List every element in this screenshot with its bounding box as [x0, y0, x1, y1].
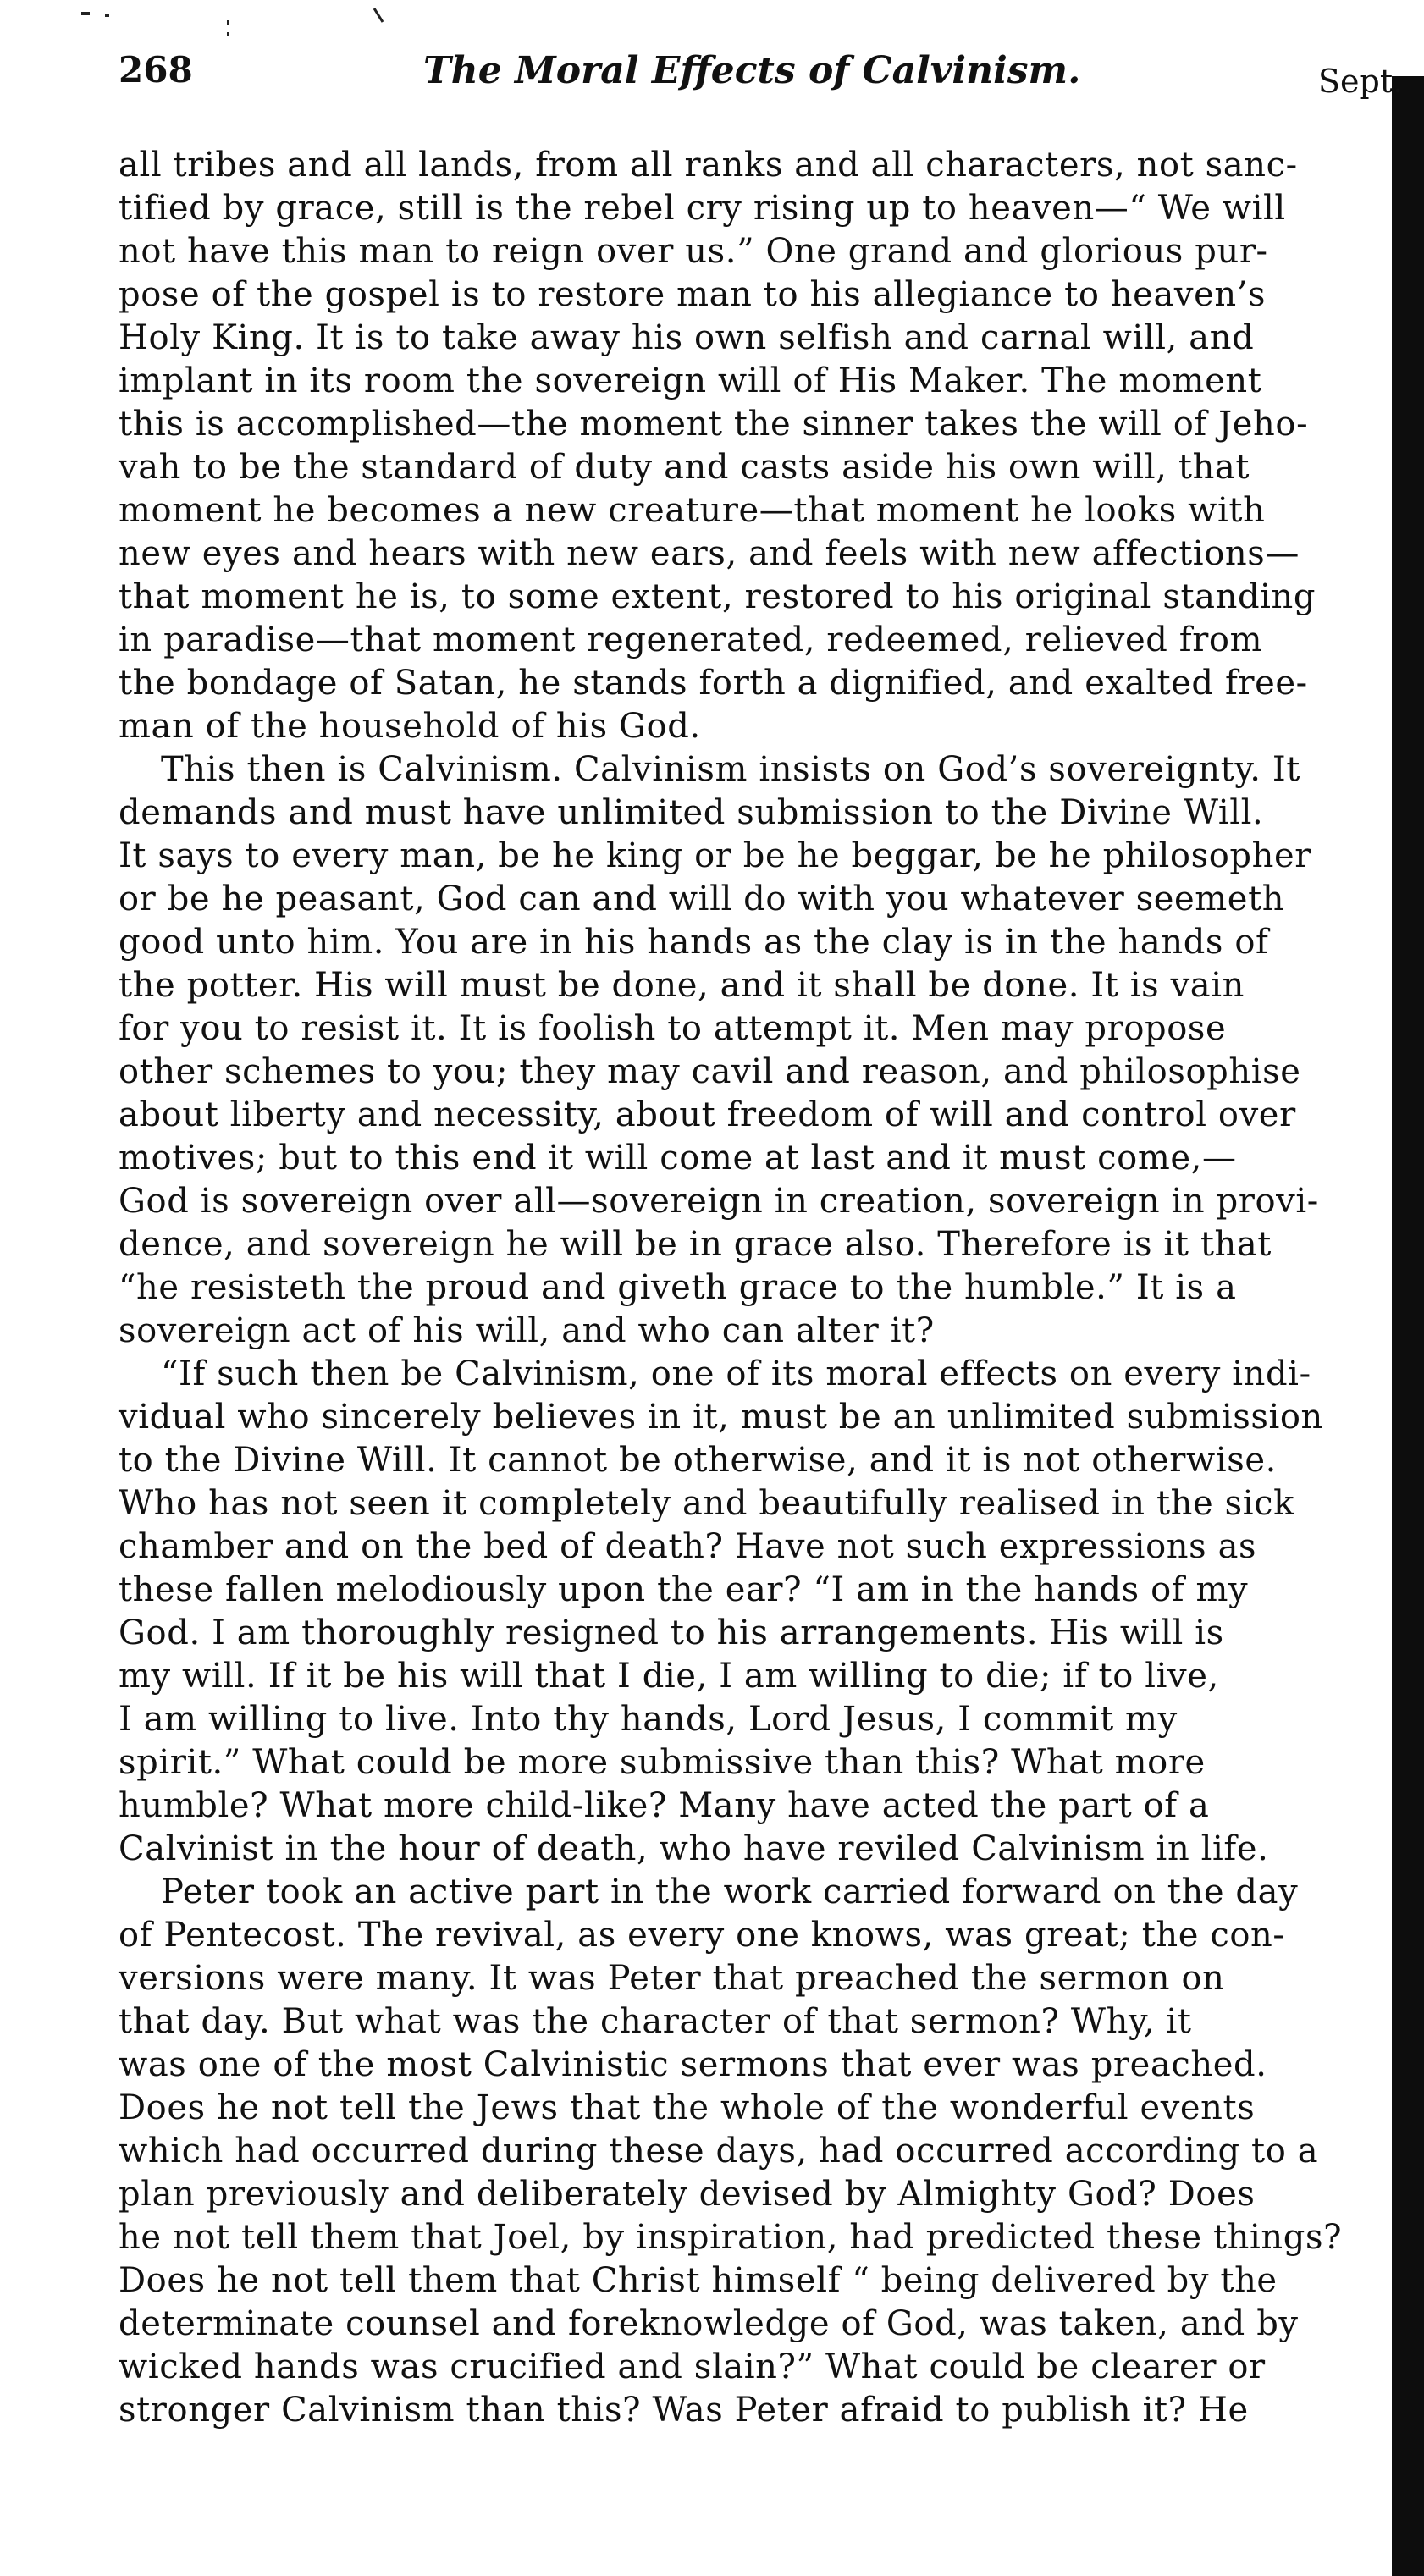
text-line: the bondage of Satan, he stands forth a dignified, and exalted free- — [119, 664, 1308, 703]
text-line: or be he peasant, God can and will do with you whatever seemeth — [119, 880, 1285, 918]
text-line: this is accomplished—the moment the sinner takes the will of Jeho- — [119, 405, 1309, 444]
text-line: that moment he is, to some extent, restored to his original standing — [119, 577, 1316, 616]
text-line: plan previously and deliberately devised by Almighty God? Does — [119, 2175, 1256, 2214]
text-line: vah to be the standard of duty and casts aside his own will, that — [119, 448, 1250, 487]
text-line: my will. If it be his will that I die, I am willing to die; if to live, — [119, 1657, 1219, 1696]
text-line: other schemes to you; they may cavil and reason, and philosophise — [119, 1052, 1301, 1091]
text-line: demands and must have unlimited submission to the Divine Will. — [119, 793, 1264, 832]
text-line: wicked hands was crucified and slain?” What could be clearer or — [119, 2347, 1266, 2386]
text-line: Does he not tell them that Christ himself “ being delivered by the — [119, 2261, 1278, 2300]
text-line: dence, and sovereign he will be in grace also. Therefore is it that — [119, 1225, 1272, 1264]
text-line: Who has not seen it completely and beautifully realised in the sick — [119, 1484, 1294, 1523]
text-line: to the Divine Will. It cannot be otherwise, and it is not otherwise. — [119, 1441, 1277, 1480]
text-line: new eyes and hears with new ears, and feels with new affections— — [119, 534, 1300, 573]
text-line: good unto him. You are in his hands as the clay is in the hands of — [119, 923, 1269, 962]
text-line: This then is Calvinism. Calvinism insists on God’s sovereignty. It — [161, 750, 1300, 789]
text-line: in paradise—that moment regenerated, redeemed, relieved from — [119, 621, 1263, 659]
running-title: The Moral Effects of Calvinism. — [423, 49, 1081, 92]
text-line: vidual who sincerely believes in it, must be an unlimited submission — [119, 1398, 1323, 1437]
text-line: Does he not tell the Jews that the whole of the wonderful events — [119, 2088, 1256, 2127]
text-line: that day. But what was the character of that sermon? Why, it — [119, 2002, 1192, 2041]
text-line: humble? What more child-like? Many have acted the part of a — [119, 1786, 1210, 1825]
text-line: for you to resist it. It is foolish to attempt it. Men may propose — [119, 1009, 1227, 1048]
page-header — [119, 49, 1405, 108]
text-line: moment he becomes a new creature—that moment he looks with — [119, 491, 1266, 530]
text-line: tified by grace, still is the rebel cry rising up to heaven—“ We will — [119, 189, 1286, 228]
paragraph-1 — [119, 144, 1380, 748]
text-line: determinate counsel and foreknowledge of God, was taken, and by — [119, 2304, 1299, 2343]
text-line: sovereign act of his will, and who can alter it? — [119, 1311, 935, 1350]
text-line: chamber and on the bed of death? Have not such expressions as — [119, 1527, 1257, 1566]
text-line: spirit.” What could be more submissive than this? What more — [119, 1743, 1206, 1782]
text-line: Calvinist in the hour of death, who have reviled Calvinism in life. — [119, 1829, 1269, 1868]
paragraph-3 — [119, 1353, 1380, 1871]
text-line: God is sovereign over all—sovereign in creation, sovereign in provi- — [119, 1182, 1319, 1221]
text-line: implant in its room the sovereign will of His Maker. The moment — [119, 361, 1262, 400]
text-line: man of the household of his God. — [119, 707, 701, 746]
text-line: stronger Calvinism than this? Was Peter afraid to publish it? He — [119, 2391, 1249, 2430]
text-line: was one of the most Calvinistic sermons that ever was preached. — [119, 2045, 1267, 2084]
text-line: “If such then be Calvinism, one of its moral effects on every indi- — [161, 1354, 1311, 1393]
text-line: It says to every man, be he king or be he beggar, be he philosopher — [119, 836, 1311, 875]
text-line: God. I am thoroughly resigned to his arrangements. His will is — [119, 1613, 1224, 1652]
body-text — [119, 144, 1380, 2432]
text-line: he not tell them that Joel, by inspiration, had predicted these things? — [119, 2218, 1343, 2257]
page-number: 268 — [119, 49, 193, 91]
text-line: “he resisteth the proud and giveth grace to the humble.” It is a — [119, 1268, 1237, 1307]
text-line: Peter took an active part in the work carried forward on the day — [161, 1873, 1299, 1911]
running-date: Sept. — [1318, 63, 1404, 100]
text-line: about liberty and necessity, about freedom of will and control over — [119, 1095, 1296, 1134]
text-line: of Pentecost. The revival, as every one knows, was great; the con- — [119, 1916, 1285, 1955]
text-line: all tribes and all lands, from all ranks and all characters, not sanc- — [119, 146, 1298, 185]
paragraph-4 — [119, 1871, 1380, 2432]
text-line: the potter. His will must be done, and it shall be done. It is vain — [119, 966, 1245, 1005]
text-line: versions were many. It was Peter that preached the sermon on — [119, 1959, 1225, 1998]
dark-page-edge — [1392, 76, 1424, 2576]
text-line: these fallen melodiously upon the ear? “I am in the hands of my — [119, 1570, 1249, 1609]
text-line: pose of the gospel is to restore man to his allegiance to heaven’s — [119, 275, 1267, 314]
paragraph-2 — [119, 748, 1380, 1353]
text-line: I am willing to live. Into thy hands, Lord Jesus, I commit my — [119, 1700, 1178, 1739]
text-line: not have this man to reign over us.” One grand and glorious pur- — [119, 232, 1268, 271]
text-line: which had occurred during these days, had occurred according to a — [119, 2132, 1319, 2171]
text-line: Holy King. It is to take away his own selfish and carnal will, and — [119, 318, 1255, 357]
text-line: motives; but to this end it will come at last and it must come,— — [119, 1139, 1237, 1178]
